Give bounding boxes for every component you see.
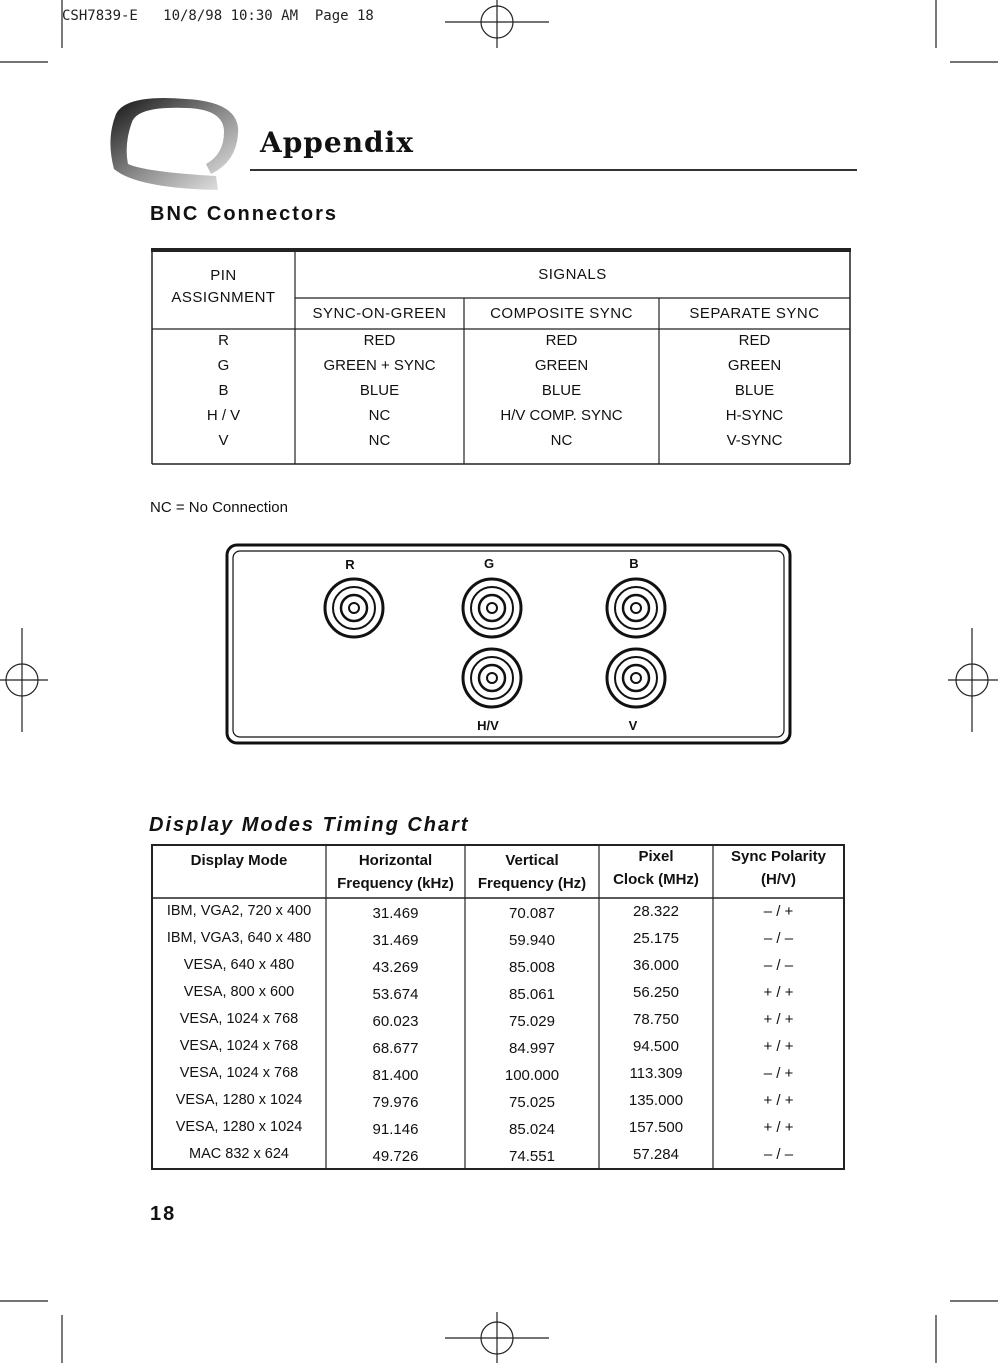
sync-on-green-header: SYNC-ON-GREEN — [312, 305, 447, 322]
timing-heading: Display Modes Timing Chart — [149, 814, 470, 836]
sync-polarity-column: – / + – / – – / – + / + + / + + / + – / + + / + + / + – / – — [763, 903, 794, 1163]
pin-column: R G B H / V V — [206, 332, 241, 449]
label-hv: H/V — [477, 718, 499, 733]
sync-on-green-column: RED GREEN + SYNC BLUE NC NC — [323, 332, 436, 449]
separate-sync-column: RED GREEN BLUE H-SYNC V-SYNC — [725, 332, 784, 449]
sync-polarity-header: Sync Polarity (H/V) — [730, 848, 827, 888]
separate-sync-header: SEPARATE SYNC — [689, 305, 820, 322]
label-g: G — [483, 556, 495, 571]
page-title: Appendix — [260, 126, 414, 159]
label-b: B — [629, 556, 639, 571]
vertical-frequency-column: 70.087 59.940 85.008 85.061 75.029 84.997 100.000 75.025 85.024 74.551 — [504, 905, 560, 1165]
horizontal-frequency-header: Horizontal Frequency (kHz) — [337, 852, 454, 892]
label-v: V — [628, 718, 638, 733]
pin-assignment-header: PIN ASSIGNMENT — [171, 267, 276, 306]
label-r: R — [345, 557, 355, 572]
vertical-frequency-header: Vertical Frequency (Hz) — [477, 852, 587, 892]
display-mode-column: IBM, VGA2, 720 x 400 IBM, VGA3, 640 x 480 VESA, 640 x 480 VESA, 800 x 600 VESA, 1024 x 768 VESA, 1024 x 768 VESA, 1024 x 768 VESA, 1280 x 1024 VESA, 1280 x 1024 MAC 832 x 624 — [166, 903, 312, 1162]
signals-header: SIGNALS — [538, 266, 607, 283]
composite-sync-header: COMPOSITE SYNC — [490, 305, 633, 322]
horizontal-frequency-column: 31.469 31.469 43.269 53.674 60.023 68.677 81.400 79.976 91.146 49.726 — [372, 905, 419, 1165]
composite-sync-column: RED GREEN BLUE H/V COMP. SYNC NC — [500, 332, 623, 449]
pixel-clock-header: Pixel Clock (MHz) — [613, 848, 699, 888]
bnc-heading: BNC Connectors — [150, 203, 339, 225]
display-mode-header: Display Mode — [190, 852, 288, 869]
pixel-clock-column: 28.322 25.175 36.000 56.250 78.750 94.500 113.309 135.000 157.500 57.284 — [628, 903, 684, 1163]
nc-note: NC = No Connection — [150, 499, 288, 516]
page-number: 18 — [150, 1203, 177, 1225]
printer-slug: CSH7839-E 10/8/98 10:30 AM Page 18 — [62, 8, 374, 24]
